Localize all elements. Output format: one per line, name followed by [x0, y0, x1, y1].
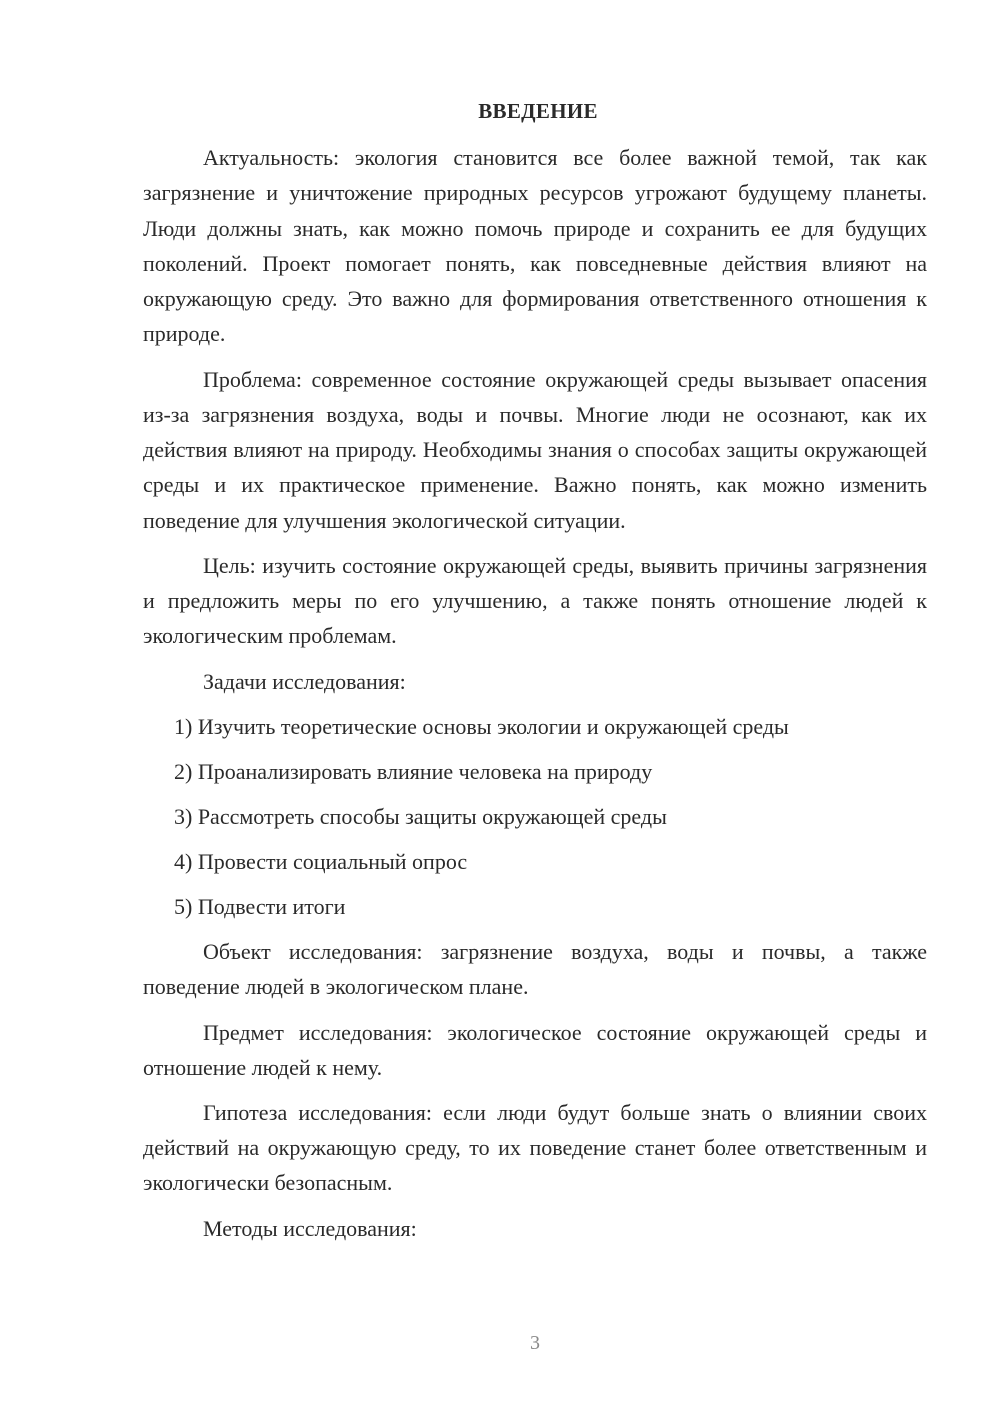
page-title: ВВЕДЕНИЕ — [478, 99, 598, 123]
page-content — [143, 96, 927, 1246]
problem-paragraph: Проблема: современное состояние окружающей среды вызывает опасения из-за загрязнения воздуха, воды и почвы. Многие люди не осознают, как их действия влияют на природу. Необходимы знания о способах защиты окружающей среды и их практическое применение. Важно понять, как можно изменить поведение для улучшения экологической ситуации. — [143, 366, 927, 533]
task-item: 4) Провести социальный опрос — [174, 848, 468, 874]
task-item: 5) Подвести итоги — [174, 894, 346, 920]
tasks-heading: Задачи исследования: — [203, 668, 406, 694]
object-paragraph: Объект исследования: загрязнение воздуха, воды и почвы, а также поведение людей в экологическом плане. — [143, 939, 927, 1000]
task-list — [143, 709, 927, 925]
task-item: 1) Изучить теоретические основы экологии и окружающей среды — [174, 713, 789, 739]
subject-paragraph: Предмет исследования: экологическое состояние окружающей среды и отношение людей к нему. — [143, 1019, 927, 1080]
methods-paragraph: Методы исследования: — [203, 1215, 417, 1241]
hypothesis-paragraph: Гипотеза исследования: если люди будут больше знать о влиянии своих действий на окружающую среду, то их поведение станет более ответственным и экологически безопасным. — [143, 1099, 927, 1196]
task-item: 3) Рассмотреть способы защиты окружающей среды — [174, 803, 667, 829]
task-item: 2) Проанализировать влияние человека на природу — [174, 758, 653, 784]
page-number: 3 — [530, 1332, 540, 1354]
relevance-paragraph: Актуальность: экология становится все более важной темой, так как загрязнение и уничтожение природных ресурсов угрожают будущему планеты. Люди должны знать, как можно помочь природе и сохранить ее для будущих поколений. Проект помогает понять, как повседневные действия влияют на окружающую среду. Это важно для формирования ответственного отношения к природе. — [143, 145, 927, 347]
goal-paragraph: Цель: изучить состояние окружающей среды, выявить причины загрязнения и предложить меры по его улучшению, а также понять отношение людей к экологическим проблемам. — [143, 552, 927, 649]
